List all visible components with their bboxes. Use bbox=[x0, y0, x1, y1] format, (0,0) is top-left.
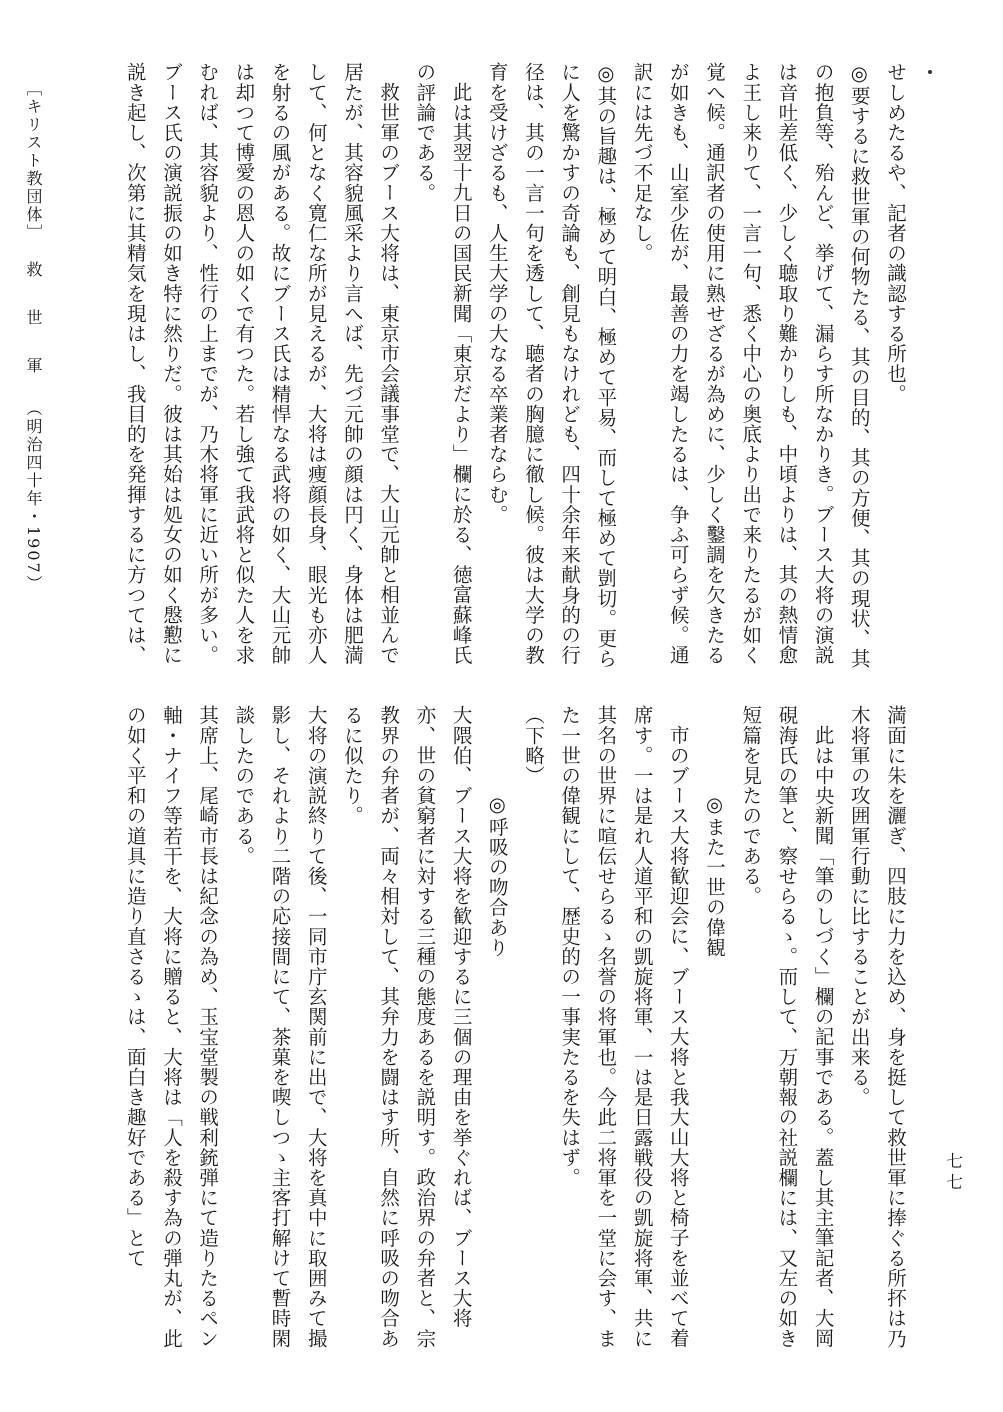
page-number: 七七 bbox=[942, 1152, 962, 1194]
paragraph: 大将の演説終りて後、一同市庁玄関前に出で、大将を真中に取囲みて撮影し、それより二階の応接間にて、茶菓を喫しつゝ主客打解けて暫時閑談したのである。 bbox=[232, 705, 328, 1349]
paragraph: （下略） bbox=[521, 705, 545, 786]
paragraph: 満面に朱を灑ぎ、四肢に力を込め、身を挺して救世軍に捧ぐる所抔は乃木将軍の攻囲軍行動に比することが出来る。 bbox=[847, 705, 907, 1349]
section-heading: ◎呼吸の吻合あり bbox=[485, 792, 509, 958]
paragraph: 其席上、尾崎市長は紀念の為め、玉宝堂製の戦利銃弾にて造りたるペン軸・ナイフ等若干を、大将に贈ると、大将は「人を殺す為の弾丸が、此の如く平和の道具に造り直さるゝは、面白き趣好である」とて bbox=[123, 705, 220, 1349]
running-head-title: 救 世 軍 bbox=[24, 261, 43, 382]
paragraph: 救世軍のブース大将は、東京市会議事堂で、大山元帥と相並んで居たが、其容貌風采より言へば、先づ元帥の顔は円く、身体は肥満して、何となく寛仁な所が見えるが、大将は痩顔長身、眼光も亦人を射るの風がある。故にブース氏は精悍なる武将の如く、大山元帥は却つて博愛の恩人の如くで有つた。若し強て我武将と似た人を求むれば、其容貌より、性行の上までが、乃木将軍に近い所が多い。ブース氏の演説振の如き特に然りだ。彼は其始は処女の如く慇懃に説き起し、次第に其精気を現はし、我目的を発揮するに方つては、 bbox=[123, 62, 401, 665]
section-heading: ◎また一世の偉観 bbox=[702, 792, 726, 958]
paragraph: 此は中央新聞「筆のしづく」欄の記事である。蓋し其主筆記者、大岡硯海氏の筆と、察せらるゝ。而して、万朝報の社説欄には、又左の如き短篇を見たのである。 bbox=[739, 705, 835, 1349]
running-head bbox=[22, 80, 45, 593]
paragraph: せしめたるや、記者の識認する所也。 bbox=[884, 62, 907, 404]
printer-mark bbox=[928, 70, 932, 74]
upper-text-block bbox=[73, 62, 913, 682]
paragraph: ◎其の旨趣は、極めて明白、極めて平易、而して極めて剴切。更らに人を驚かすの奇論も、創見もなけれども、四十余年来献身的の行径は、其の一言一句を透して、聴者の胸臆に徹し候。彼は大学の教育を受けざるも、人生大学の大なる卒業者ならむ。 bbox=[485, 62, 618, 669]
paragraph: 此は其翌十九日の国民新聞「東京だより」欄に於る、徳富蘇峰氏の評論である。 bbox=[413, 62, 473, 665]
paragraph: 市のブース大将歓迎会に、ブース大将と我大山大将と椅子を並べて着席す。一は是れ人道平和の凱旋将軍、一は是日露戦役の凱旋将軍、共に其名の世界に喧伝せらるゝ名誉の将軍也。今此二将軍を一堂に会す、また一世の偉観にして、歴史的の一事実たるを失はず。 bbox=[558, 705, 690, 1349]
running-head-section: ［キリスト教団体］ bbox=[24, 80, 43, 242]
paragraph: ◎要するに救世軍の何物たる、其の目的、其の方便、其の現状、其の抱負等、殆んど、挙げて、漏らす所なかりき。ブース大将の演説は音吐差低く、少しく聴取り難かりしも、中頃よりは、其の熱情愈よ王し来りて、一言一句、悉く中心の奥底より出で来りたるが如く覚へ候。通訳者の使用に熟せざるが為めに、少しく鑿調を欠きたるが如きも、山室少佐が、最善の力を竭したるは、争ふ可らず候。通訳には先づ不足なし。 bbox=[630, 62, 871, 669]
paragraph: 大隈伯、ブース大将を歓迎するに三個の理由を挙ぐれば、ブース大将亦、世の貧窮者に対する三種の態度あるを説明す。政治界の弁者と、宗教界の弁者が、両々相対して、其弁力を闘はす所、自然に呼吸の吻合あるに似たり。 bbox=[340, 705, 473, 1349]
running-head-era: （明治四十年・1907） bbox=[24, 400, 43, 593]
lower-text-block bbox=[73, 705, 913, 1355]
